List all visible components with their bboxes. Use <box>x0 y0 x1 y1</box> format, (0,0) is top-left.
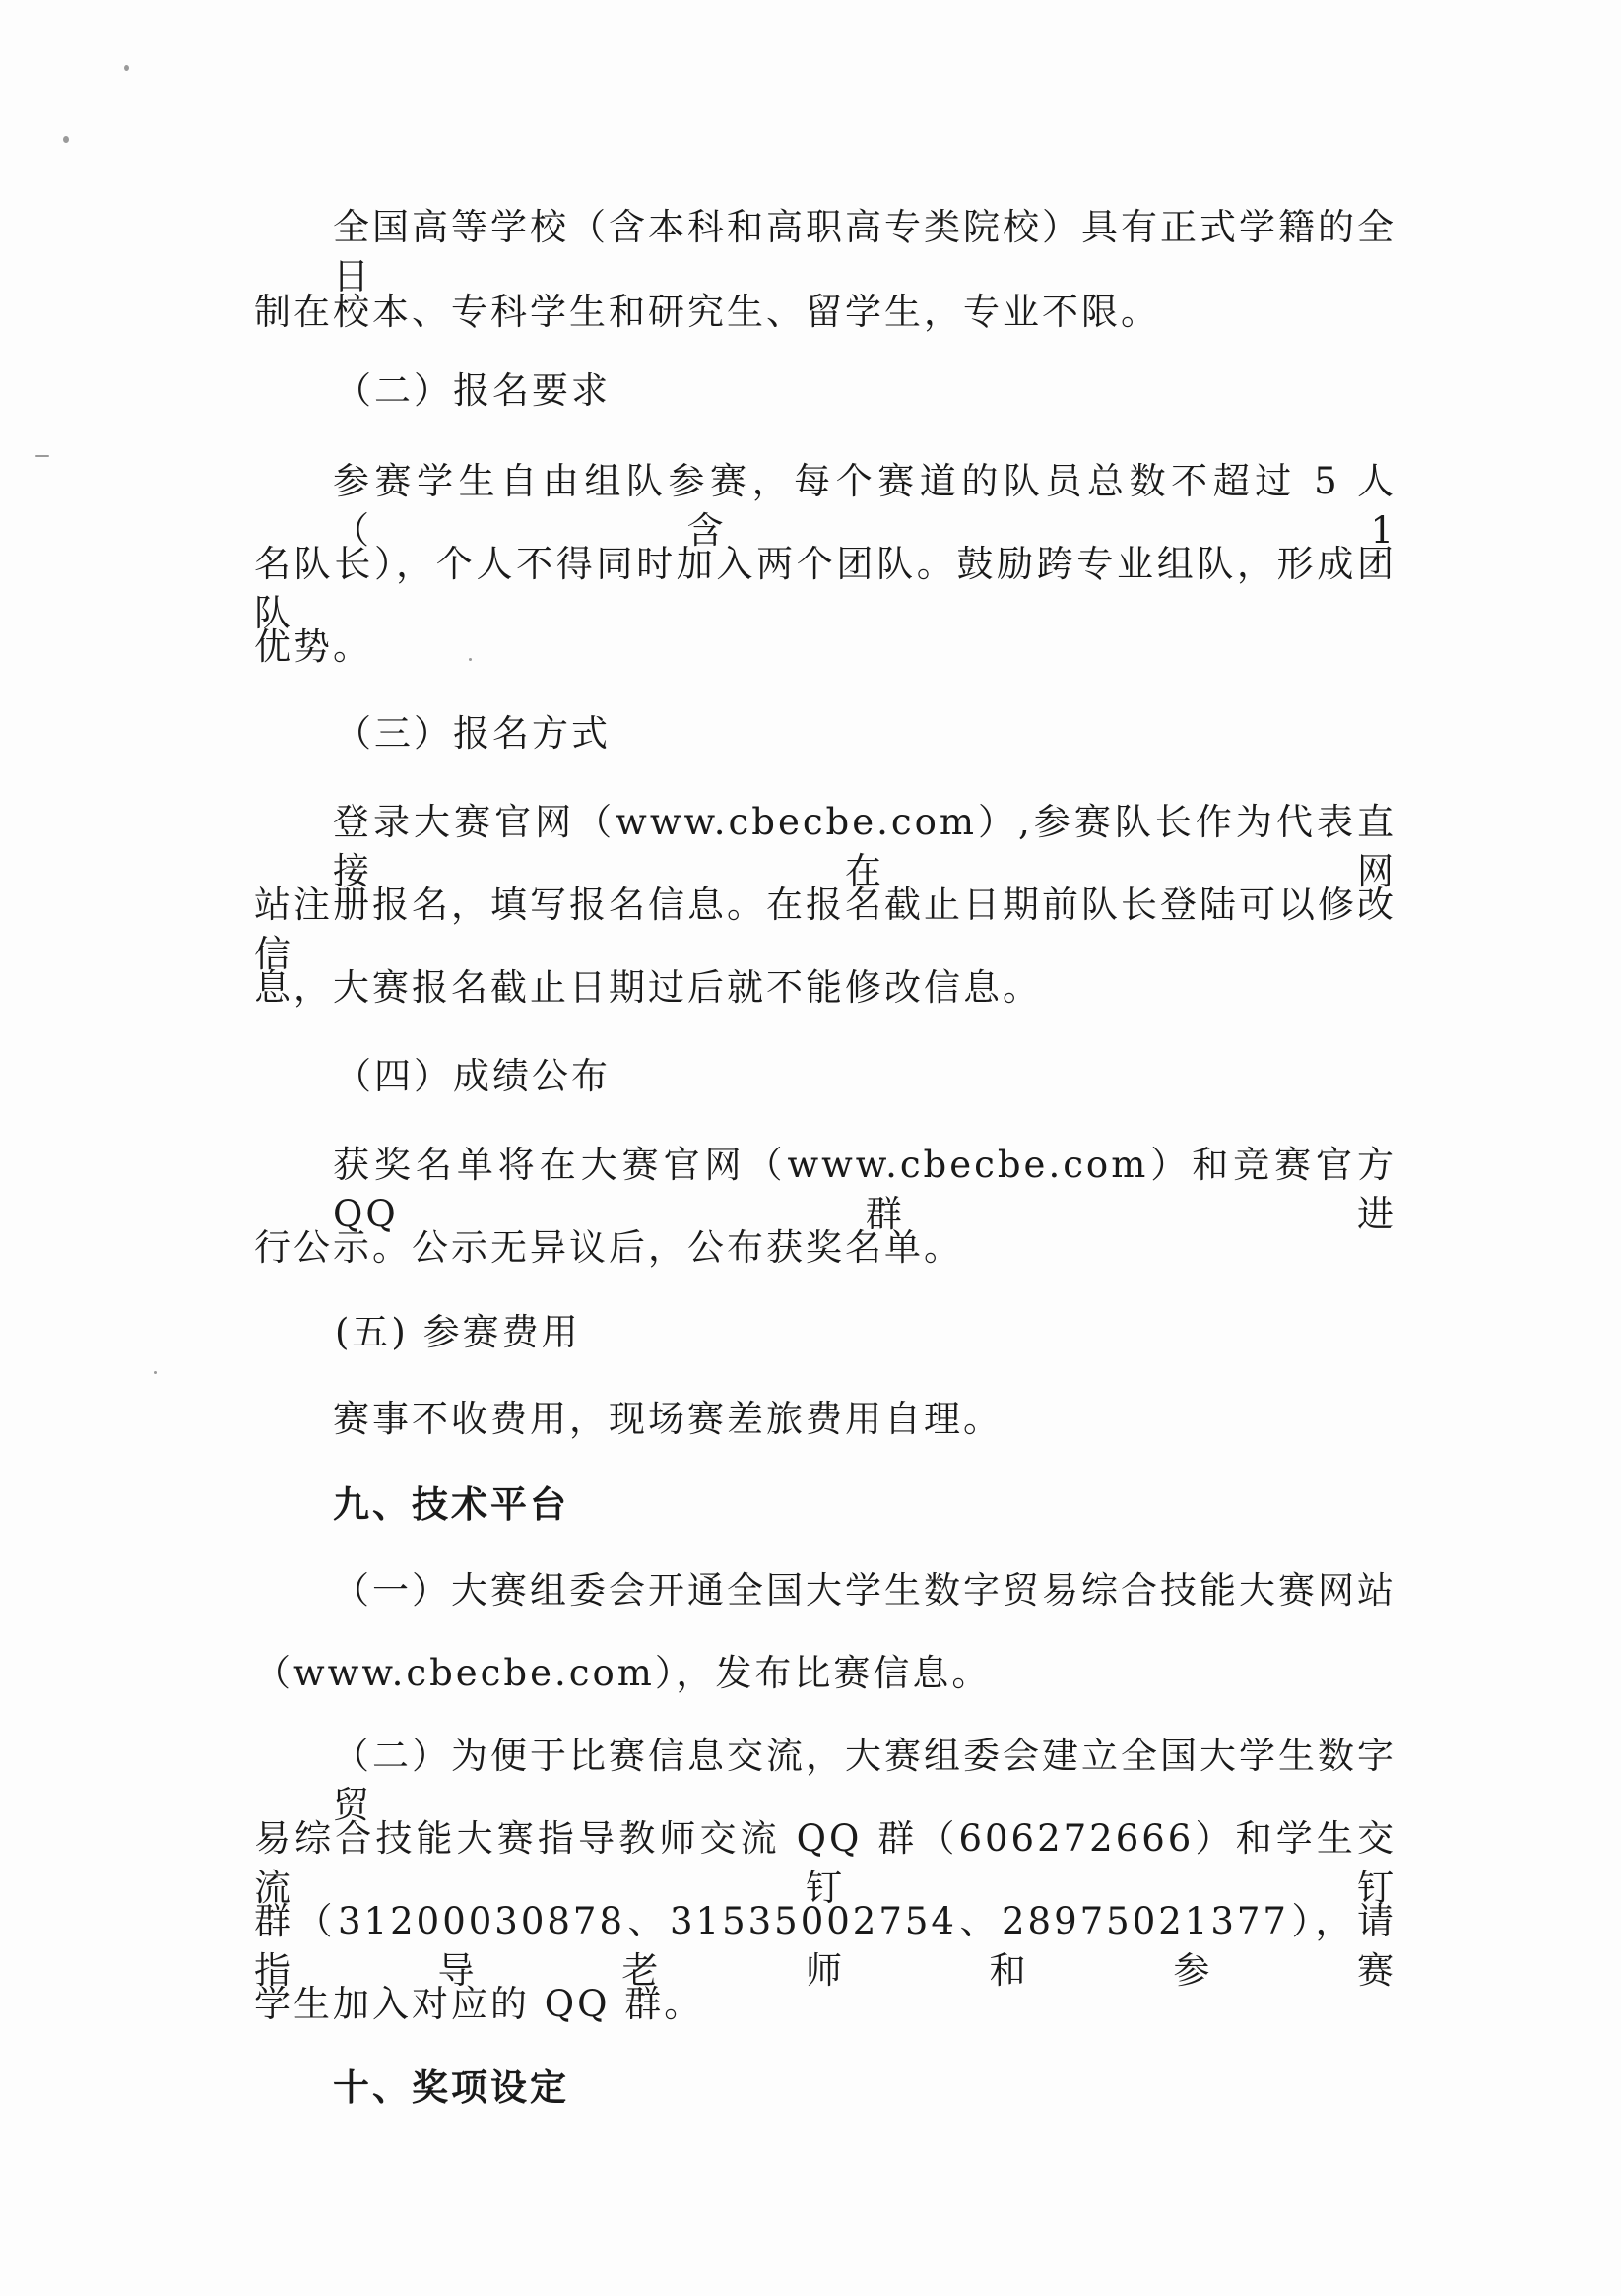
section-subheading: （三）报名方式 <box>335 712 611 754</box>
scan-speck <box>35 455 49 457</box>
paragraph-line: 群（31200030878、31535002754、28975021377），请指导老师和参赛 <box>254 1900 1396 1992</box>
section-subheading: （四）成绩公布 <box>335 1055 611 1097</box>
section-heading: 十、奖项设定 <box>333 2066 569 2109</box>
section-subheading: (五) 参赛费用 <box>335 1311 581 1353</box>
paragraph-line: 获奖名单将在大赛官网（www.cbecbe.com）和竞赛官方 QQ 群进 <box>333 1144 1396 1235</box>
paragraph-line: （www.cbecbe.com），发布比赛信息。 <box>254 1652 992 1694</box>
paragraph-line: 赛事不收费用，现场赛差旅费用自理。 <box>333 1398 1003 1440</box>
paragraph-line: 优势。 <box>254 625 372 668</box>
paragraph-line: 参赛学生自由组队参赛，每个赛道的队员总数不超过 5 人（含 1 <box>333 460 1396 552</box>
scan-speck <box>124 65 129 71</box>
scan-speck <box>154 1371 157 1374</box>
paragraph-line: 息，大赛报名截止日期过后就不能修改信息。 <box>254 966 1042 1009</box>
paragraph-line: 登录大赛官网（www.cbecbe.com）,参赛队长作为代表直接在网 <box>333 801 1396 892</box>
paragraph-line: （一）大赛组委会开通全国大学生数字贸易综合技能大赛网站 <box>333 1569 1396 1611</box>
section-heading: 九、技术平台 <box>333 1482 569 1526</box>
paragraph-line: 全国高等学校（含本科和高职高专类院校）具有正式学籍的全日 <box>333 206 1396 297</box>
paragraph-line: 名队长），个人不得同时加入两个团队。鼓励跨专业组队，形成团队 <box>254 543 1396 634</box>
section-subheading: （二）报名要求 <box>335 369 611 412</box>
paragraph-line: （二）为便于比赛信息交流，大赛组委会建立全国大学生数字贸 <box>333 1735 1396 1826</box>
paragraph-line: 制在校本、专科学生和研究生、留学生，专业不限。 <box>254 291 1160 333</box>
paragraph-line: 易综合技能大赛指导教师交流 QQ 群（606272666）和学生交流钉钉 <box>254 1817 1396 1909</box>
paragraph-line: 学生加入对应的 QQ 群。 <box>254 1983 704 2025</box>
scan-speck <box>63 136 69 143</box>
paragraph-line: 站注册报名，填写报名信息。在报名截止日期前队长登陆可以修改信 <box>254 884 1396 975</box>
paragraph-line: 行公示。公示无异议后，公布获奖名单。 <box>254 1226 963 1269</box>
